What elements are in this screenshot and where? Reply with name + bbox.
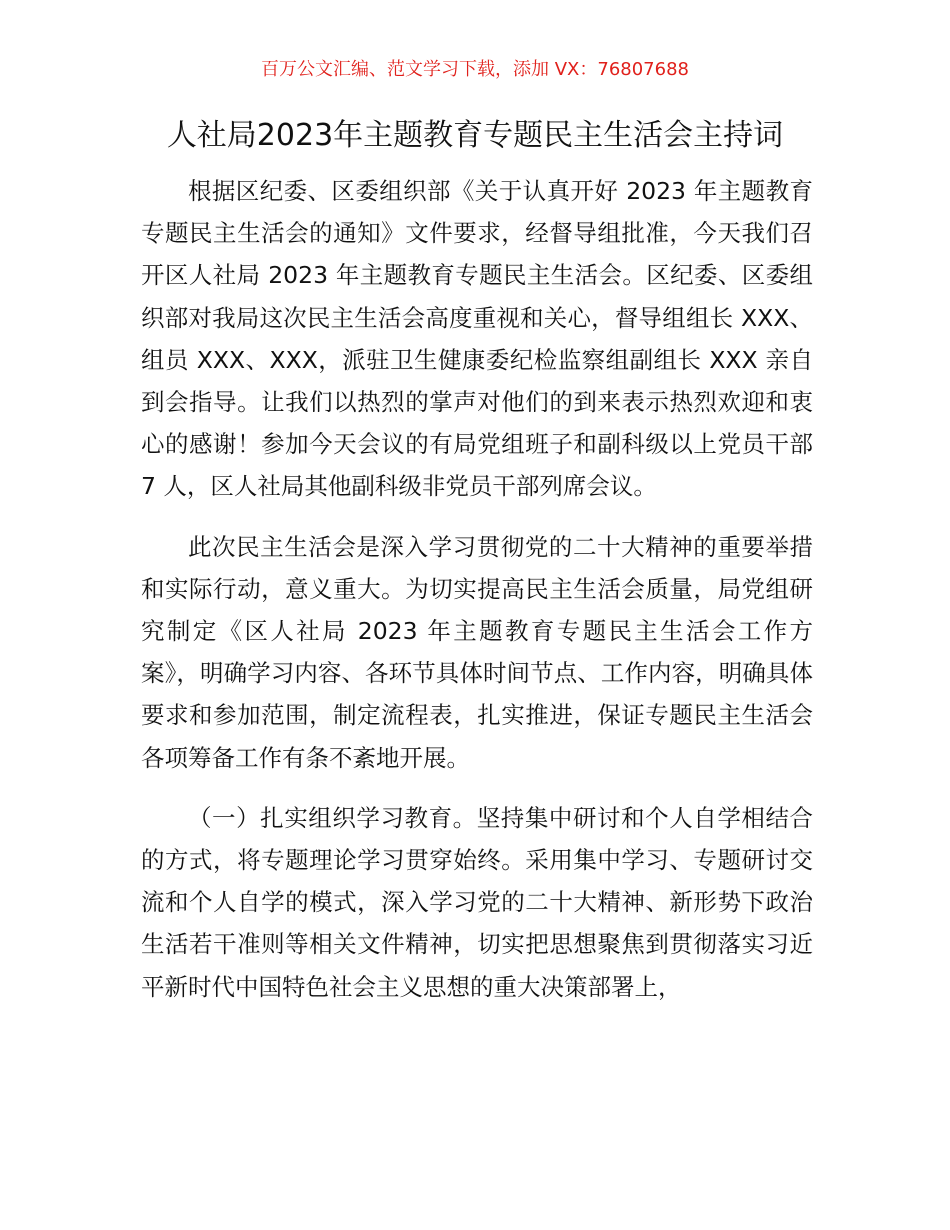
paragraph-3: （一）扎实组织学习教育。坚持集中研讨和个人自学相结合的方式，将专题理论学习贯穿始终。采用集中学习、专题研讨交流和个人自学的模式，深入学习党的二十大精神、新形势下政治生活若干准则等相关文件精神，切实把思想聚焦到贯彻落实习近平新时代中国特色社会主义思想的重大决策部署上，	[141, 803, 813, 1001]
document-body	[141, 170, 813, 1026]
document-title: 人社局2023年主题教育专题民主生活会主持词	[166, 118, 784, 153]
paragraph-2: 此次民主生活会是深入学习贯彻党的二十大精神的重要举措和实际行动，意义重大。为切实提高民主生活会质量，局党组研究制定《区人社局 2023 年主题教育专题民主生活会工作方案》，明确学习内容、各环节具体时间节点、工作内容，明确具体要求和参加范围，制定流程表，扎实推进，保证专题民主生活会各项筹备工作有条不紊地开展。	[141, 532, 813, 772]
paragraph-1: 根据区纪委、区委组织部《关于认真开好 2023 年主题教育专题民主生活会的通知》文件要求，经督导组批准，今天我们召开区人社局 2023 年主题教育专题民主生活会。区纪委、区委组织部对我局这次民主生活会高度重视和关心，督导组组长 XXX、组员 XXX、XXX，派驻卫生健康委纪检监察组副组长 XXX 亲自到会指导。让我们以热烈的掌声对他们的到来表示热烈欢迎和衷心的感谢！参加今天会议的有局党组班子和副科级以上党员干部 7 人，区人社局其他副科级非党员干部列席会议。	[141, 177, 813, 501]
promo-banner: 百万公文汇编、范文学习下载，添加 VX：76807688	[261, 59, 689, 80]
